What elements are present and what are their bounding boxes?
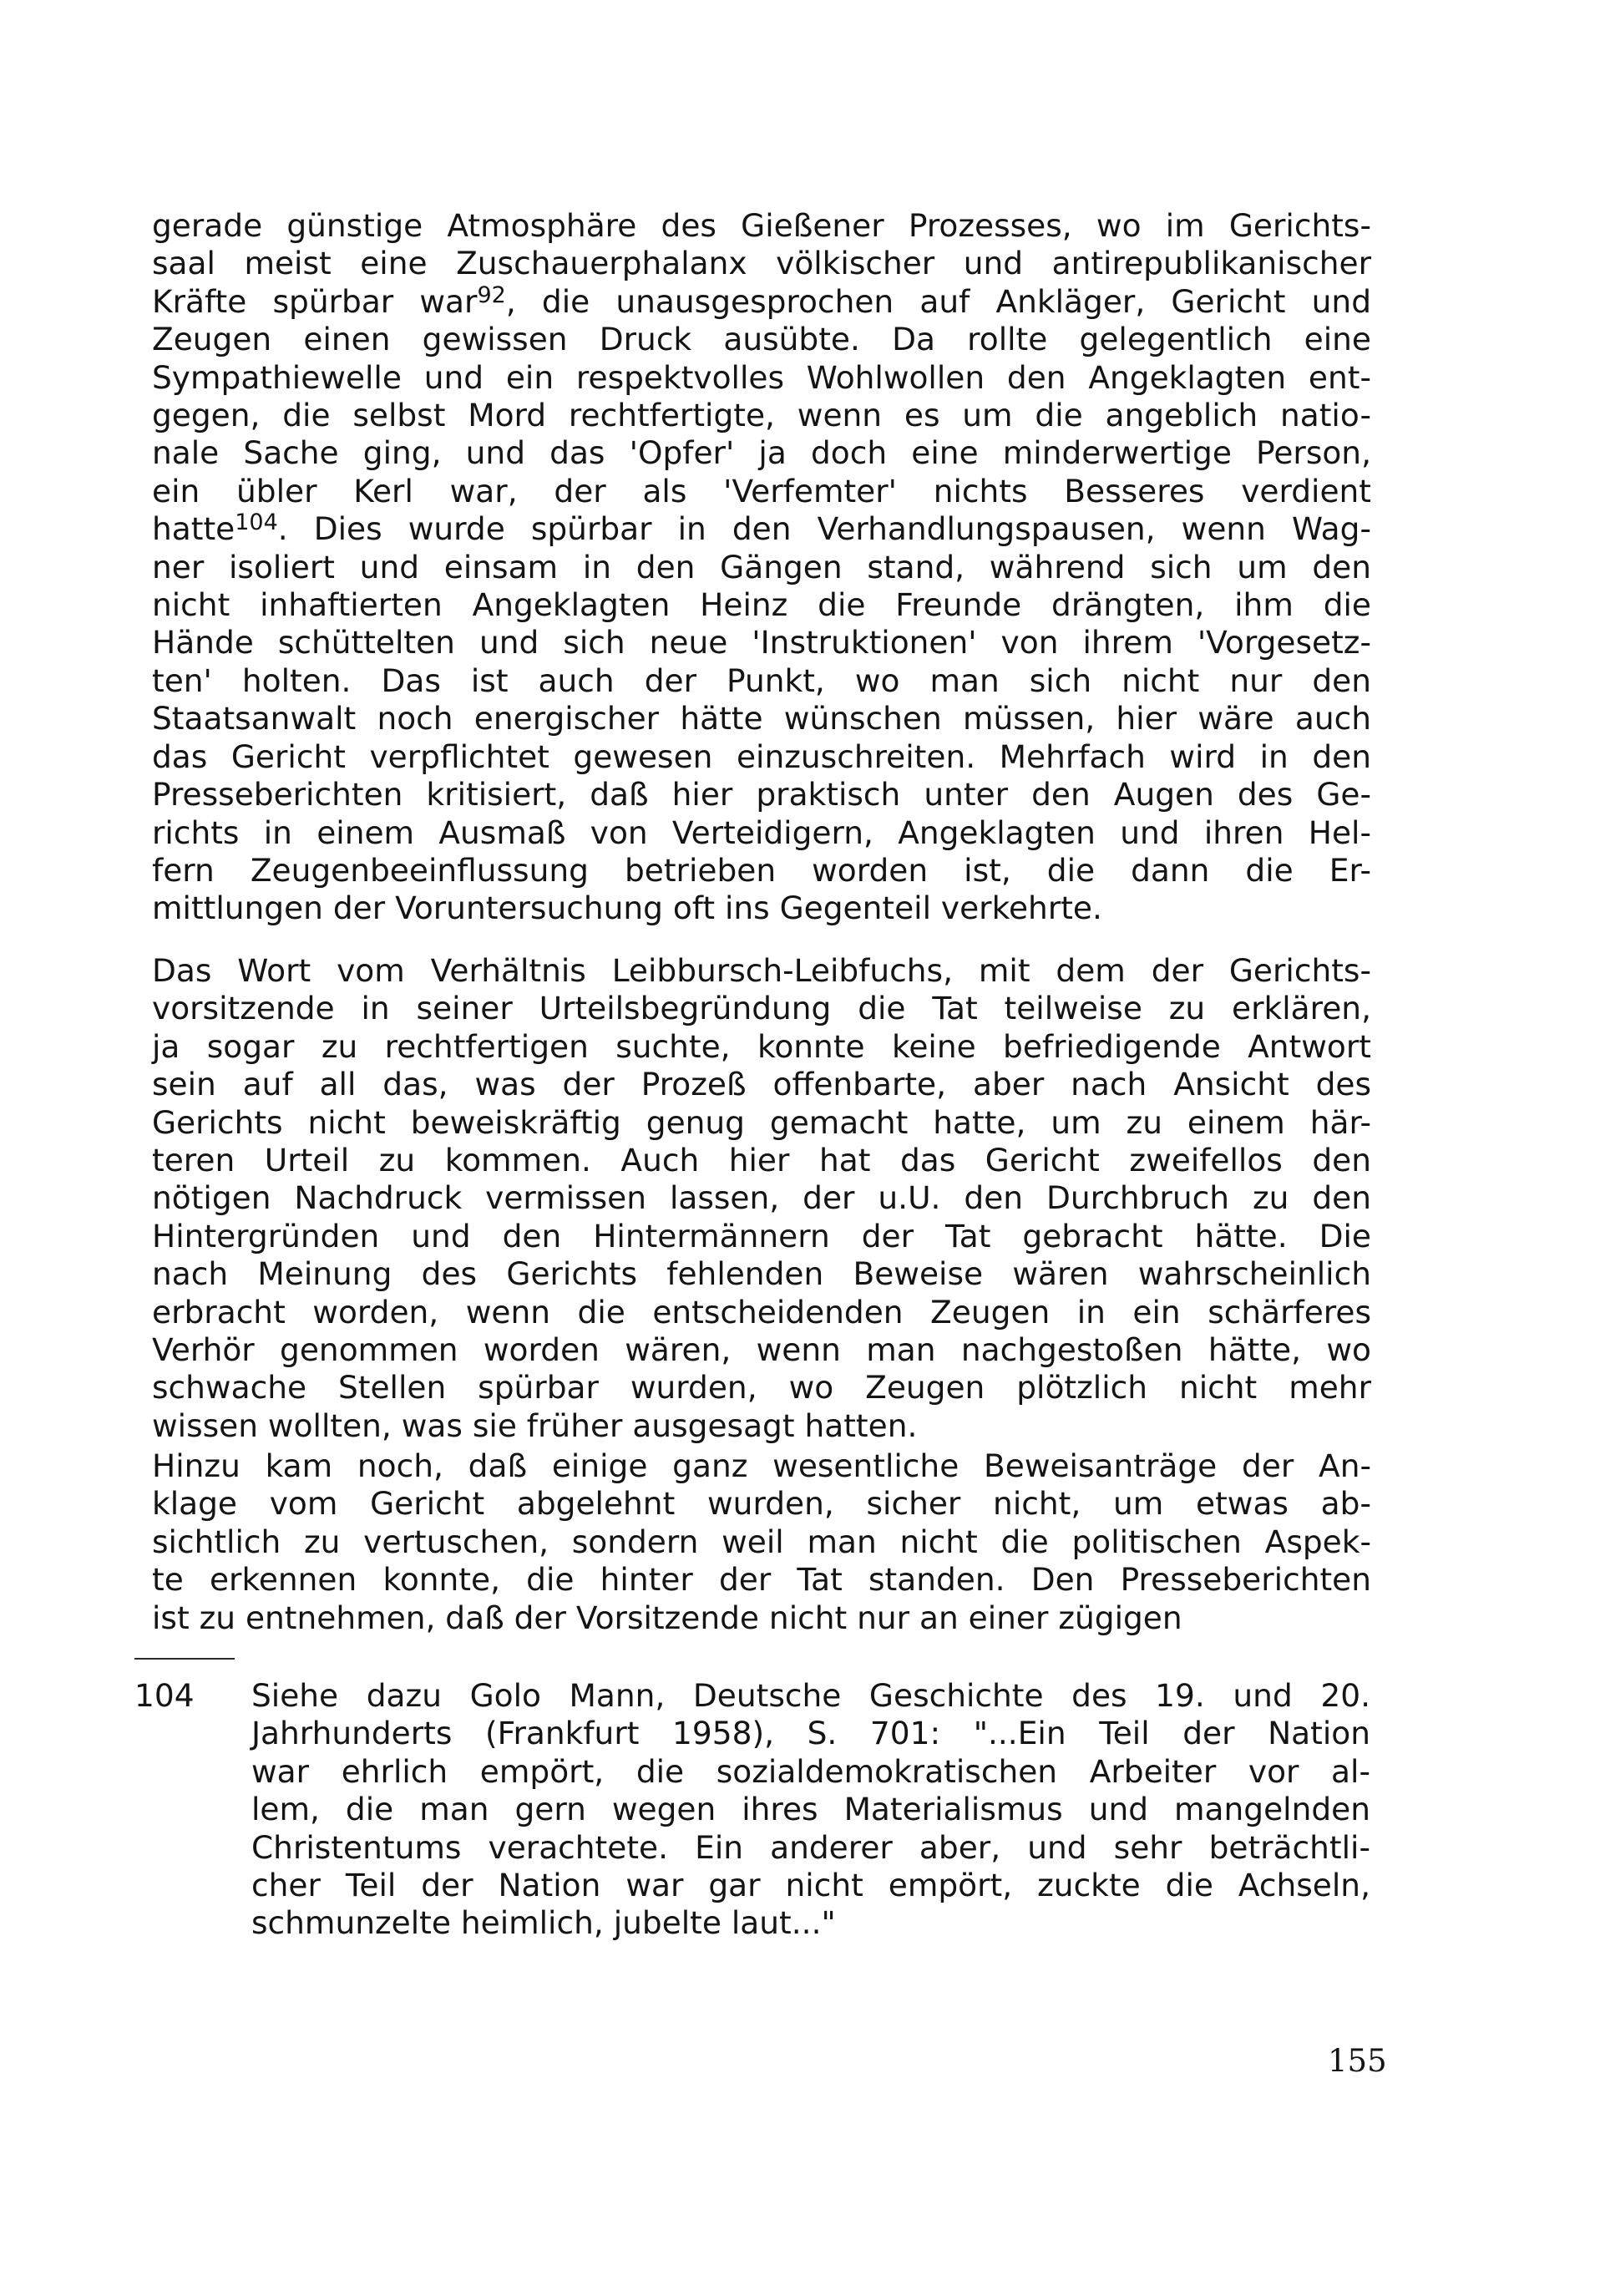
- paragraph: [152, 952, 1371, 1445]
- text-line: Hände schüttelten und sich neue 'Instruktionen' von ihrem 'Vorgesetz-: [152, 624, 1371, 661]
- text-line: hatte$^{104}$. Dies wurde spürbar in den Verhandlungspausen, wenn Wag-: [152, 509, 1371, 548]
- text-line: fern Zeugenbeeinflussung betrieben worden ist, die dann die Er-: [152, 851, 1371, 889]
- text-line: gerade günstige Atmosphäre des Gießener Prozesses, wo im Gerichts-: [152, 207, 1371, 244]
- text-line: Presseberichten kritisiert, daß hier praktisch unter den Augen des Ge-: [152, 776, 1371, 813]
- text-line: teren Urteil zu kommen. Auch hier hat das Gericht zweifellos den: [152, 1142, 1371, 1179]
- text-line: Staatsanwalt noch energischer hätte wünschen müssen, hier wäre auch: [152, 700, 1371, 737]
- text-line: Zeugen einen gewissen Druck ausübte. Da rollte gelegentlich eine: [152, 321, 1371, 358]
- text-line: ja sogar zu rechtfertigen suchte, konnte keine befriedigende Antwort: [152, 1027, 1371, 1065]
- text-line: Verhör genommen worden wären, wenn man nachgestoßen hätte, wo: [152, 1331, 1371, 1369]
- text-line: schmunzelte heimlich, jubelte laut...": [251, 1904, 836, 1942]
- text-line: schwache Stellen spürbar wurden, wo Zeugen plötzlich nicht mehr: [152, 1369, 1371, 1406]
- text-line: sichtlich zu vertuschen, sondern weil man nicht die politischen Aspek-: [152, 1523, 1371, 1560]
- text-line: Christentums verachtete. Ein anderer aber, und sehr beträchtli-: [251, 1828, 1370, 1866]
- text-line: Das Wort vom Verhältnis Leibbursch-Leibfuchs, mit dem der Gerichts-: [152, 952, 1371, 989]
- text-line: mittlungen der Voruntersuchung oft ins Gegenteil verkehrte.: [152, 890, 1102, 927]
- text-line: klage vom Gericht abgelehnt wurden, sicher nicht, um etwas ab-: [152, 1485, 1371, 1523]
- footnote-reference: 92: [477, 281, 506, 308]
- text-line: gegen, die selbst Mord rechtfertigte, wenn es um die angeblich natio-: [152, 397, 1371, 434]
- text-line: Hinzu kam noch, daß einige ganz wesentliche Beweisanträge der An-: [152, 1447, 1371, 1484]
- footnote-text: [251, 1677, 1370, 1943]
- text-line: ist zu entnehmen, daß der Vorsitzende nicht nur an einer zügigen: [152, 1599, 1182, 1636]
- text-line: war ehrlich empört, die sozialdemokratischen Arbeiter vor al-: [251, 1752, 1370, 1790]
- text-line: ten' holten. Das ist auch der Punkt, wo man sich nicht nur den: [152, 661, 1371, 699]
- text-line: Hintergründen und den Hintermännern der Tat gebracht hätte. Die: [152, 1217, 1371, 1254]
- text-line: cher Teil der Nation war gar nicht empört, zuckte die Achseln,: [251, 1867, 1370, 1904]
- text-line: ner isoliert und einsam in den Gängen stand, während sich um den: [152, 548, 1371, 585]
- text-line: nale Sache ging, und das 'Opfer' ja doch eine minderwertige Person,: [152, 434, 1371, 472]
- text-line: Jahrhunderts (Frankfurt 1958), S. 701: "...Ein Teil der Nation: [251, 1715, 1370, 1752]
- paragraph: [152, 1447, 1371, 1637]
- text-line: sein auf all das, was der Prozeß offenbarte, aber nach Ansicht des: [152, 1066, 1371, 1103]
- text-line: lem, die man gern wegen ihres Materialismus und mangelnden: [251, 1791, 1370, 1828]
- text-line: richts in einem Ausmaß von Verteidigern, Angeklagten und ihren Hel-: [152, 813, 1371, 851]
- text-line: Gerichts nicht beweiskräftig genug gemacht hatte, um zu einem här-: [152, 1103, 1371, 1141]
- footnote-number: 104: [134, 1677, 195, 1714]
- page-number: 155: [1328, 2043, 1387, 2079]
- paragraph: [152, 207, 1371, 928]
- text-line: Siehe dazu Golo Mann, Deutsche Geschichte des 19. und 20.: [251, 1677, 1370, 1714]
- text-line: nicht inhaftierten Angeklagten Heinz die Freunde drängten, ihm die: [152, 586, 1371, 624]
- text-line: vorsitzende in seiner Urteilsbegründung die Tat teilweise zu erklären,: [152, 990, 1371, 1027]
- text-line: Sympathiewelle und ein respektvolles Wohlwollen den Angeklagten ent-: [152, 358, 1371, 396]
- text-line: saal meist eine Zuschauerphalanx völkischer und antirepublikanischer: [152, 245, 1371, 282]
- text-line: das Gericht verpflichtet gewesen einzuschreiten. Mehrfach wird in den: [152, 737, 1371, 775]
- footnote-reference: 104: [235, 509, 278, 536]
- text-line: nach Meinung des Gerichts fehlenden Beweise wären wahrscheinlich: [152, 1255, 1371, 1293]
- text-line: te erkennen konnte, die hinter der Tat standen. Den Presseberichten: [152, 1561, 1371, 1599]
- text-line: nötigen Nachdruck vermissen lassen, der u.U. den Durchbruch zu den: [152, 1179, 1371, 1217]
- text-line: wissen wollten, was sie früher ausgesagt hatten.: [152, 1406, 918, 1444]
- text-line: ein übler Kerl war, der als 'Verfemter' nichts Besseres verdient: [152, 472, 1371, 509]
- text-line: erbracht worden, wenn die entscheidenden Zeugen in ein schärferes: [152, 1293, 1371, 1330]
- footnote-separator: [134, 1658, 235, 1660]
- text-line: Kräfte spürbar war$^{92}$, die unausgesprochen auf Ankläger, Gericht und: [152, 281, 1371, 320]
